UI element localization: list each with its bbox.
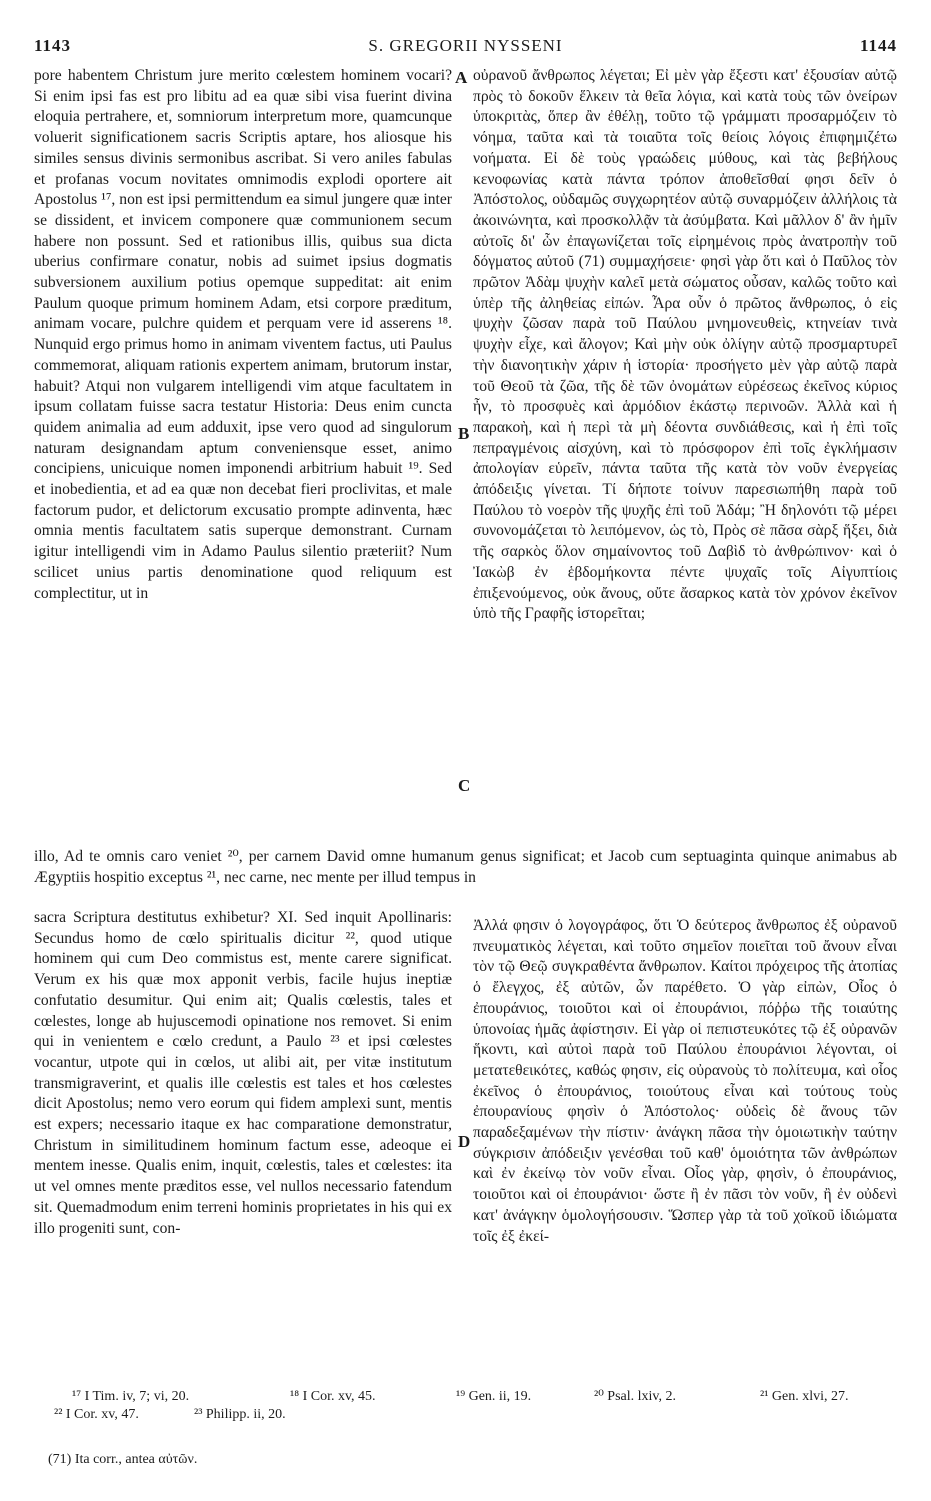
margin-marker-b: B: [458, 424, 470, 443]
margin-marker-d: D: [458, 1132, 471, 1151]
footnote-17: ¹⁷ I Tim. iv, 7; vi, 20.: [72, 1389, 190, 1404]
greek-text-top: οὐρανοῦ ἄνθρωπος λέγεται; Εἰ μὲν γὰρ ἔξεστι κατ' ἐξουσίαν αὐτῷ πρὸς τὸ δοκοῦν ἕλκειν τὰ θεῖα λόγια, καὶ κατὰ τοὺς τῶν ὀνείρων ὑποκριτὰς, ὅπερ ἂν ἐθέλῃ, τοῦτο τῷ γράμματι προσαρμόζειν τὸ νόημα, ταῦτα καὶ τὰ τοιαῦτα τοῖς θείοις λόγοις ἐπιφημιζέτω νοήματα. Εἰ δὲ τοὺς γραώδεις μύθους, καὶ τὰς βεβήλους κενοφωνίας κατὰ πάντα τρόπον ἀποθεῖσθαί φησι δεῖν ὁ Ἀπόστολος, οὐδαμῶς συγχωρητέον αὐτῷ συναρμόζειν ἀλλήλοις τὰ ἀκοινώνητα, καὶ προσκολλᾷν τὰ ἀσύμβατα. Καὶ μᾶλλον δ' ἂν ἡμῖν αὐτοῖς δι' ὧν ἐπαγωνίζεται τοῖς εἰρημένοις πρὸς ἀνατροπὴν τοῦ δόγματος αὐτοῦ (71) συμμαχήσειε· φησὶ γὰρ ὅτι καὶ ὁ Παῦλος τὸν πρῶτον Ἀδὰμ ψυχὴν καλεῖ μετὰ σώματος οὖσαν, καλῶς τοῦτο καὶ ὑπὲρ τῆς ἀληθείας εἰπών. Ἆρα οὖν ὁ πρῶτος ἄνθρωπος, ὁ εἰς ψυχὴν ζῶσαν παρὰ τοῦ Παύλου μνημονευθεὶς, κτηνείαν τινὰ ψυχὴν εἶχε, καὶ ἄλογον; Καὶ μὴν οὐκ ὀλίγην αὐτῷ προσμαρτυρεῖ τὴν διανοητικὴν χάριν ἡ ἱστορία· προσήγετο μὲν γὰρ αὐτῷ παρὰ τοῦ Θεοῦ τὰ ζῶα, τῆς δὲ τῶν ὀνομάτων εὑρέσεως ἐκεῖνος κύριος ἦν, τὸ προσφυὲς καὶ ἁρμόδιον ἑκάστῳ περινοῶν. Ἀλλὰ καὶ ἡ παρακοὴ, καὶ ἡ περὶ τὰ μὴ δέοντα συνδιάθεσις, καὶ ἡ ἐπὶ τοῖς πεπραγμένοις αἰσχύνη, καὶ τὸ πρόσφορον ἐπὶ τοῖς ἐγκλήμασιν ἀπολογίαν εὑρεῖν, πάντα ταῦτα τῆς κατὰ τὸν νοῦν ἐνεργείας ἀπόδειξις γίνεται. Τί δήποτε τοίνυν παρεσιωπήθη παρὰ τοῦ Παύλου τὸ νοερὸν τῆς ψυχῆς ἐπὶ τοῦ Ἀδάμ; Ἢ δηλονότι τῷ μέρει συνονομάζεται τὸ λειπόμενον, ὡς τὸ, Πρὸς σὲ πᾶσα σὰρξ ἥξει, διὰ τῆς σαρκὸς ὅλον σημαίνοντος τοῦ Δαβὶδ τὸ ἀνθρώπινον· καὶ ὁ Ἰακὼβ ἐν ἑβδομήκοντα πέντε ψυχαῖς τοῖς Αἰγυπτίοις ἐπιξενούμενος, οὐκ ἄνους, οὔτε ἄσαρκος κατὰ τὸν χρόνον ἐκεῖνον ὑπὸ τῆς Γραφῆς ἱστορεῖται;: [473, 67, 897, 623]
greek-column-bottom: [473, 916, 897, 1378]
page-number-right: 1144: [859, 36, 897, 55]
footnote-20: ²⁰ Psal. lxiv, 2.: [594, 1389, 677, 1404]
footnote-21: ²¹ Gen. xlvi, 27.: [760, 1389, 849, 1404]
greek-column-top: [473, 66, 897, 842]
footnote-23: ²³ Philipp. ii, 20.: [194, 1407, 286, 1422]
footnote-row-2: [34, 1406, 897, 1424]
full-width-latin-text: [34, 846, 897, 890]
latin-column-top: [34, 66, 452, 866]
footnote-row-1: [34, 1388, 897, 1406]
latin-column-bottom: [34, 908, 452, 1378]
page-header: [34, 36, 897, 60]
running-title: S. GREGORII NYSSENI: [368, 36, 563, 55]
spanning-text: illo, Ad te omnis caro veniet ²⁰, per carnem David omne humanum genus significat; et Jacob cum septuaginta quinque animabus ab Ægyptiis hospitio exceptus ²¹, nec carne, nec mente per illud tempus in: [34, 848, 897, 886]
footnote-18: ¹⁸ I Cor. xv, 45.: [290, 1389, 376, 1404]
margin-marker-c: C: [458, 776, 471, 795]
latin-text-top: pore habentem Christum jure merito cœlestem hominem vocari? Si enim ipsi fas est pro libitu ad ea quæ sibi visa fuerint divina eloquia pertrahere, et, somniorum interpretum more, quamcunque voluerit significationem sacris Scriptis aptare, hos aliosque his similes sensus divinis sermonibus ascribat. Si vero aniles fabulas et profanas vocum novitates omnimodis explodi oportere ait Apostolus ¹⁷, non est ipsi permittendum ea simul jungere quæ inter se dissident, et invicem componere quæ communionem secum habere non possunt. Sed et rationibus illis, quibus sua dicta uberius confirmare conatur, nobis ad suimet ipsius dogmatis subversionem auxilium potius opemque suppeditat: ait enim Paulum quoque primum hominem Adam, etsi corpore præditum, animam vocare, pulchre quidem et perquam vere id asserens ¹⁸. Nunquid ergo primus homo in animam viventem factus, uti Paulus commemorat, aliquam rationis expertem animam, brutorum instar, habuit? Atqui non vulgarem intelligendi vim atque facultatem in ipsum collatam fuisse sacra testatur Historia: Deus enim cuncta quidem animalia ad eum adduxit, ipse vero quod ad singulorum naturam designandam aptum conveniensque esset, animo concipiens, unicuique nomen imponendi arbitrium habuit ¹⁹. Sed et inobedientia, et ad ea quæ non decebat fieri proclivitas, et male factorum pudor, et delictorum excusatio prompte adinventa, hæc omnia mentis facultatem satis superque demonstrant. Curnam igitur intelligendi vim in Adamo Paulus silentio præteriit? Num scilicet unius partis denominatione quod reliquum est complectitur, ut in: [34, 67, 452, 602]
latin-text-bottom: sacra Scriptura destitutus exhibetur? XI. Sed inquit Apollinaris: Secundus homo de cœlo spiritualis dicitur ²², quod utique hominem qui cum Deo commistus est, mente carere significat. Verum ex his quæ mox apponit verbis, facile hujus ineptiæ confutatio desumitur. Qui enim ait; Qualis cœlestis, tales et cœlestes, longe ab hujuscemodi opinatione nos removet. Si enim qui in venientem e cœlo credunt, a Paulo ²³ et ipsi cœlestes vocantur, utpote qui in cœlos, ut alibi ait, per vitæ institutum transmigraverint, et qualis ille cœlestis est tales et hos cœlestes dicit Apostolus; nemo vero eorum qui fidem amplexi sunt, mentis est expers; necessario itaque ex hac comparatione demonstratur, Christum in similitudinem hominum factum esse, adeoque ei mentem inesse. Qualis enim, inquit, cœlestis, tales et cœlestes: ita ut vel omnes mente præditos esse, vel nullos necessario fatendum sit. Quemadmodum enim terreni hominis proprietates in his qui ex illo progeniti sunt, con-: [34, 909, 452, 1237]
footnote-22: ²² I Cor. xv, 47.: [54, 1407, 139, 1422]
editorial-note-71: (71) Ita corr., antea αὐτῶν.: [48, 1452, 198, 1467]
footnotes: [34, 1388, 897, 1424]
margin-marker-a: A: [455, 68, 468, 87]
footnote-19: ¹⁹ Gen. ii, 19.: [456, 1389, 532, 1404]
page-number-left: 1143: [34, 36, 72, 55]
greek-text-bottom: Ἀλλά φησιν ὁ λογογράφος, ὅτι Ὁ δεύτερος ἄνθρωπος ἐξ οὐρανοῦ πνευματικὸς λέγεται, καὶ τοῦτο σημεῖον ποιεῖται τοῦ ἄνουν εἶναι τὸν τῷ Θεῷ συγκραθέντα ἄνθρωπον. Καίτοι πρόχειρος τῆς ἀτοπίας ὁ ἔλεγχος, ἐξ αὐτῶν, ὧν παρέθετο. Ὁ γὰρ εἰπὼν, Οἷος ὁ ἐπουράνιος, τοιοῦτοι καὶ οἱ ἐπουράνιοι, πόῤῥω τῆς τοιαύτης ὑπονοίας ἡμᾶς ἀφίστησιν. Εἰ γὰρ οἱ πεπιστευκότες τῷ ἐξ οὐρανῶν ἥκοντι, καὶ αὐτοὶ παρὰ τοῦ Παύλου ἐπουράνιοι λέγονται, οἱ μετατεθεικότες, καθώς φησιν, εἰς οὐρανοὺς τὸ πολίτευμα, καὶ οἷος ἐκεῖνος ὁ ἐπουράνιος, τοιούτους εἶναι καὶ τούτους τοὺς ἐπουρανίους φησὶν ὁ Ἀπόστολος· οὐδεὶς δὲ ἄνους τῶν παραδεξαμένων τὴν πίστιν· ἀνάγκη πᾶσα τὴν ὁμοιωτικὴν ταύτην σύγκρισιν ἀπόδειξιν γενέσθαι τοῦ καθ' ὁμοιότητα τῶν ἀνθρώπων καὶ ἐν ἐκείνῳ τὸν νοῦν εἶναι. Οἷος γὰρ, φησὶν, ὁ ἐπουράνιος, τοιοῦτοι καὶ οἱ ἐπουράνιοι· ὥστε ἢ ἐν πᾶσι τὸν νοῦν, ἢ ἐν οὐδενὶ κατ' ἀνάγκην ὁμολογήσουσιν. Ὥσπερ γὰρ τὰ τοῦ χοϊκοῦ ἰδιώματα τοῖς ἐξ ἐκεί-: [473, 917, 897, 1245]
